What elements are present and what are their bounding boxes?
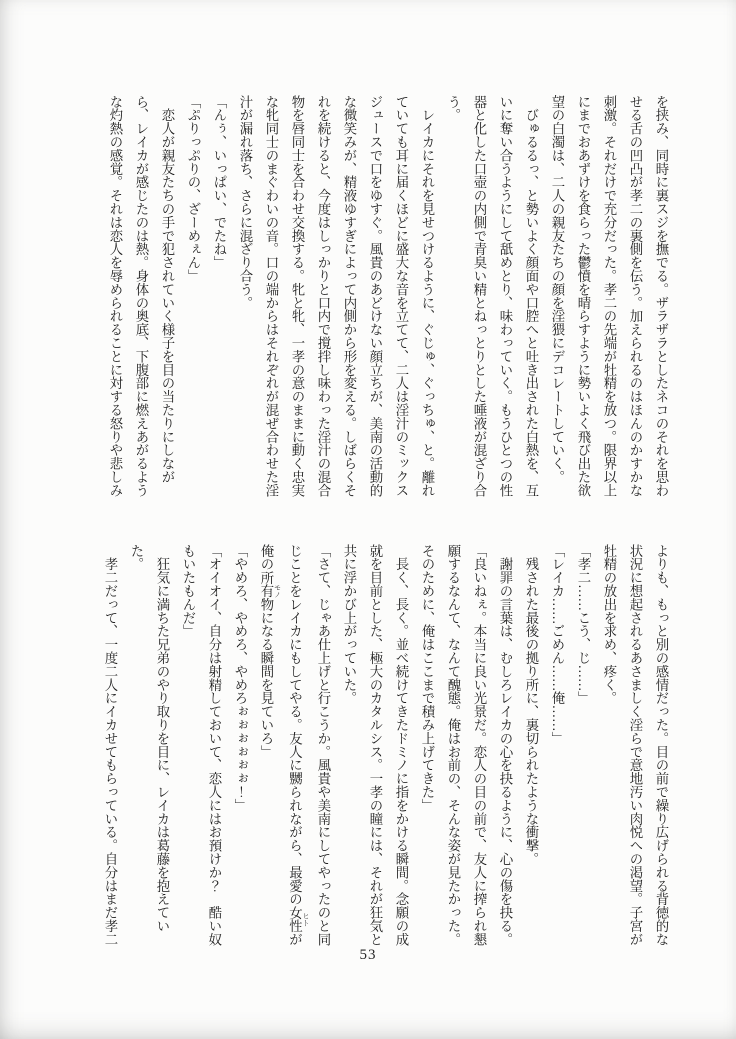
text-column: 俺の所有物 モノになる瞬間を見ていろ」 <box>259 544 282 759</box>
text-column: な微笑みが、精液ゆすぎによって内側から形を変える。しばらくそ <box>342 95 357 497</box>
text-column: 孝二だって、一度二人にイカせてもらっている。自分はまだ孝二 <box>103 544 118 946</box>
text-column: びゅるるっ、と勢いよく顔面や口腔へと吐き出された白熱を、互 <box>524 95 539 497</box>
text-column: 「孝二……こう、じ……」 <box>576 544 591 705</box>
text-block-top <box>102 95 674 502</box>
text-column: 恋人が親友たちの手で犯されていく様子を目の当たりにしなが <box>160 95 175 484</box>
text-column: 願するなんて、なんて醜態。俺はお前の、そんな姿が見たかった。 <box>446 544 461 946</box>
text-column: 長く、長く。並べ続けてきたドミノに指をかける瞬間。念願の成 <box>394 544 409 946</box>
text-block-bottom <box>97 544 674 951</box>
text-column: 共に浮かび上がっていた。 <box>342 544 357 705</box>
text-column: ら、レイカが感じたのは熱。身体の奥底、下腹部に燃えあがるよう <box>134 95 149 497</box>
text-column: 物を唇同士を合わせ交換する。牝と牝、一孝の意のままに動く忠実 <box>290 95 305 497</box>
text-column: 就を目前とした、極大のカタルシス。一孝の瞳には、それが狂気と <box>368 544 383 946</box>
text-column: よりも、もっと別の感情だった。目の前で繰り広げられる背徳的な <box>654 544 669 946</box>
text-column: 「さて、じゃあ仕上げと行こうか。風貴や美南にしてやったのと同 <box>316 544 331 946</box>
page-number: 53 <box>359 947 377 963</box>
text-column: 器と化した口壺の内側で青臭い精とねっとりとした唾液が混ざり合 <box>472 95 487 497</box>
text-column: 「オイオイ、自分は射精しておいて、恋人にはお預けか？ 酷い奴 <box>207 544 222 946</box>
text-column: 「良いねぇ。本当に良い光景だ。恋人の目の前で、友人に搾られ懇 <box>472 544 487 946</box>
text-column: を挟み、同時に裏スジを撫でる。ザラザラとしたネコのそれを思わ <box>654 95 669 497</box>
text-column: な灼熱の感覚。それは恋人を辱められることに対する怒りや悲しみ <box>108 95 123 497</box>
text-column: 狂気に満ちた兄弟のやり取りを目に、レイカは葛藤を抱えてい <box>155 544 170 933</box>
text-column: 「やめろ、やめろ、やめろぉぉぉぉぉぉ！」 <box>233 544 248 812</box>
text-column: 望の白濁は、二人の親友たちの顔を淫猥にデコレートしていく。 <box>550 95 565 484</box>
text-column: もいたもんだ」 <box>181 544 196 638</box>
text-column: いに奪い合うようにして舐めとり、味わっていく。もうひとつの性 <box>498 95 513 497</box>
text-column: そのために、俺はここまで積み上げてきた」 <box>420 544 435 812</box>
text-column: 刺激。それだけで充分だった。孝二の先端が牡精を放つ。限界以上 <box>602 95 617 497</box>
text-column: 「レイカ……ごめん……俺……」 <box>550 544 565 745</box>
text-column: れを続けると、今度はしっかりと口内で撹拌し味わった淫汁の混合 <box>316 95 331 497</box>
text-column: 状況に想起されるあさましく淫らで意地汚い肉悦への渇望。子宮が <box>628 544 643 946</box>
text-column: じことをレイカにもしてやる。友人に嬲られながら、最愛の女性 ヒトが <box>287 544 310 947</box>
text-column: 残された最後の拠り所に、裏切られたような衝撃。 <box>524 544 539 866</box>
text-column: ジュースで口をゆすぐ。風貴のあどけない顔立ちが、美南の活動的 <box>368 95 383 497</box>
text-column: レイカにそれを見せつけるように、ぐじゅ、ぐっちゅ、と。離れ <box>420 95 435 497</box>
text-column: な牝同士のまぐわいの音。口の端からはそれぞれが混ぜ合わせた淫 <box>264 95 279 497</box>
text-column: にまでおあずけを食らった鬱憤を晴らすように勢いよく飛び出た欲 <box>576 95 591 497</box>
text-column: 「んぅ、いっぱい、でたね」 <box>212 95 227 270</box>
text-column: せる舌の凹凸が孝二の裏側を伝う。加えられるのはほんのかすかな <box>628 95 643 497</box>
text-column: 謝罪の言葉は、むしろレイカの心を抉るように、心の傷を抉る。 <box>498 544 513 946</box>
text-column: 牡精の放出を求め、疼く。 <box>602 544 617 705</box>
text-column: 「ぷりっぷりの、ざーめぇん」 <box>186 95 201 283</box>
text-column: 汁が漏れ落ち、さらに混ざり合う。 <box>238 95 253 310</box>
text-column: う。 <box>446 95 461 122</box>
text-column: ていても耳に届くほどに盛大な音を立てて、二人は淫汁のミックス <box>394 95 409 497</box>
text-column: た。 <box>129 544 144 571</box>
